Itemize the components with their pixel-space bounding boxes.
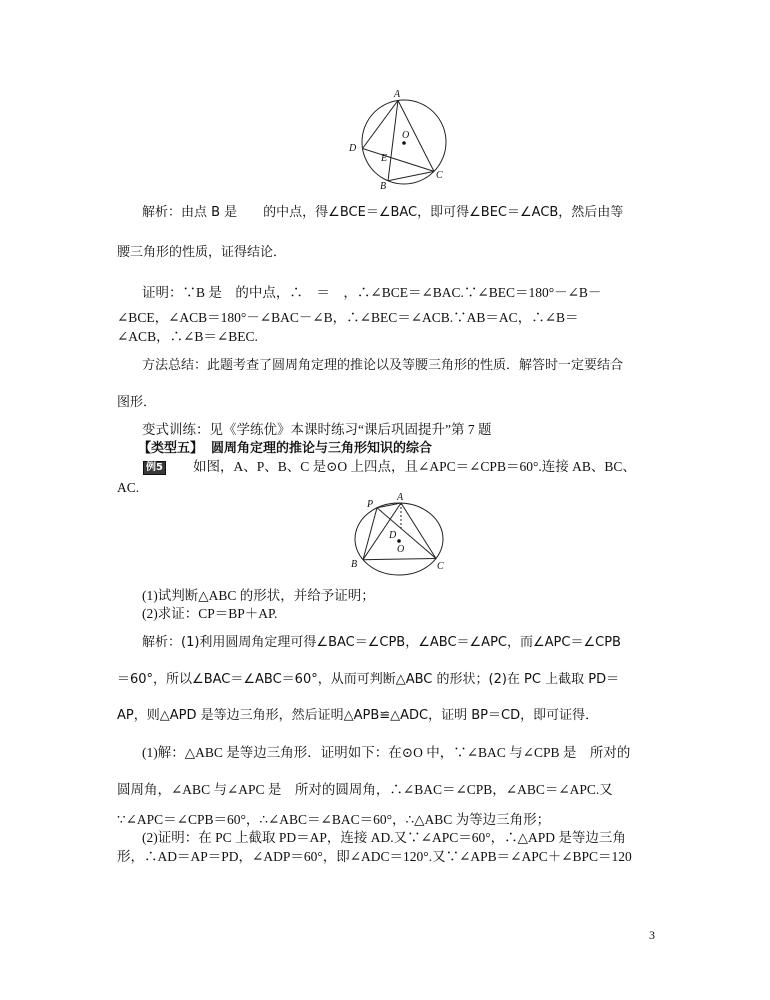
solution-line-2: 圆周角，∠ABC 与∠APC 是 所对的圆周角，∴∠BAC＝∠CPB，∠ABC＝∠APC.又 bbox=[117, 782, 613, 797]
label-e: E bbox=[381, 153, 388, 164]
example5-analysis-line-3: AP，则△APD 是等边三角形，然后证明△APB≌△ADC，证明 BP＝CD，即可证得． bbox=[117, 708, 599, 723]
label-b: B bbox=[351, 559, 358, 570]
type5-heading-tag: 【类型五】 bbox=[138, 441, 204, 456]
segment-dc bbox=[363, 149, 435, 172]
label-a: A bbox=[394, 89, 401, 100]
center-point-o bbox=[397, 539, 401, 543]
segment-bc bbox=[363, 559, 436, 560]
solution-line-3: ∵∠APC＝∠CPB＝60°，∴∠ABC＝∠BAC＝60°，∴△ABC 为等边三角形； bbox=[117, 812, 551, 827]
type5-heading bbox=[138, 440, 432, 458]
type5-heading-text: 圆周角定理的推论与三角形知识的综合 bbox=[211, 441, 433, 456]
example5-problem-line-2: AC. bbox=[117, 480, 140, 495]
solution-line-4: (2)证明：在 PC 上截取 PD＝AP，连接 AD.又∵∠APC＝60°，∴△APD 是等边三角 bbox=[142, 830, 626, 845]
question-2: (2)求证：CP＝BP＋AP. bbox=[142, 606, 278, 621]
figure-circle-apbc bbox=[345, 490, 455, 580]
label-c: C bbox=[437, 561, 444, 572]
variant-training: 变式训练：见《学练优》本课时练习“课后巩固提升”第 7 题 bbox=[142, 422, 492, 437]
example5-analysis-line-1: 解析：(1)利用圆周角定理可得∠BAC＝∠CPB，∠ABC＝∠APC，而∠APC＝∠CPB bbox=[142, 635, 621, 650]
example5-problem-line-1 bbox=[143, 458, 636, 476]
proof-line-3: ∠ACB，∴∠B＝∠BEC. bbox=[117, 329, 258, 344]
question-1: (1)试判断△ABC 的形状，并给予证明； bbox=[142, 588, 375, 603]
segment-pc bbox=[377, 508, 436, 559]
method-summary-line-1: 方法总结：此题考查了圆周角定理的推论以及等腰三角形的性质．解答时一定要结合 bbox=[142, 358, 624, 373]
label-o: O bbox=[397, 544, 405, 555]
label-p: P bbox=[367, 499, 374, 510]
analysis-line-2: 腰三角形的性质，证得结论． bbox=[117, 245, 287, 260]
segment-ac bbox=[401, 503, 436, 559]
example5-analysis-line-2: ＝60°，所以∠BAC＝∠ABC＝60°，从而可判断△ABC 的形状；(2)在 PC 上截取 PD＝ bbox=[117, 672, 620, 687]
label-a: A bbox=[397, 492, 404, 503]
label-o: O bbox=[402, 130, 410, 141]
analysis-line-1: 解析：由点 B 是 的中点，得∠BCE＝∠BAC，即可得∠BEC＝∠ACB，然后由等 bbox=[142, 205, 624, 220]
figure-circle-abcde bbox=[340, 85, 455, 197]
method-summary-line-2: 图形． bbox=[117, 395, 157, 410]
page-number: 3 bbox=[649, 928, 655, 942]
label-c: C bbox=[436, 170, 443, 181]
label-d: D bbox=[349, 143, 357, 154]
label-b: B bbox=[380, 181, 387, 192]
label-d: D bbox=[389, 530, 397, 541]
example5-problem-text: 如图，A、P、B、C 是⊙O 上四点，且∠APC＝∠CPB＝60°.连接 AB、BC、 bbox=[192, 459, 636, 474]
center-point-o bbox=[402, 141, 406, 145]
proof-line-2: ∠BCE，∠ACB＝180°－∠BAC－∠B，∴∠BEC＝∠ACB.∵AB＝AC，∴∠B＝ bbox=[117, 310, 579, 325]
segment-bc bbox=[388, 171, 434, 180]
solution-line-5: 形，∴AD＝AP＝PD，∠ADP＝60°，即∠ADC＝120°.又∵∠APB＝∠APC＋∠BPC＝120 bbox=[117, 849, 632, 864]
example5-badge: 例5 bbox=[143, 461, 166, 475]
solution-line-1: (1)解：△ABC 是等边三角形．证明如下：在⊙O 中，∵∠BAC 与∠CPB 是 所对的 bbox=[142, 745, 631, 760]
proof-line-1: 证明：∵B 是 的中点，∴ ＝ ，∴∠BCE＝∠BAC.∵∠BEC＝180°－∠B－ bbox=[142, 285, 602, 300]
